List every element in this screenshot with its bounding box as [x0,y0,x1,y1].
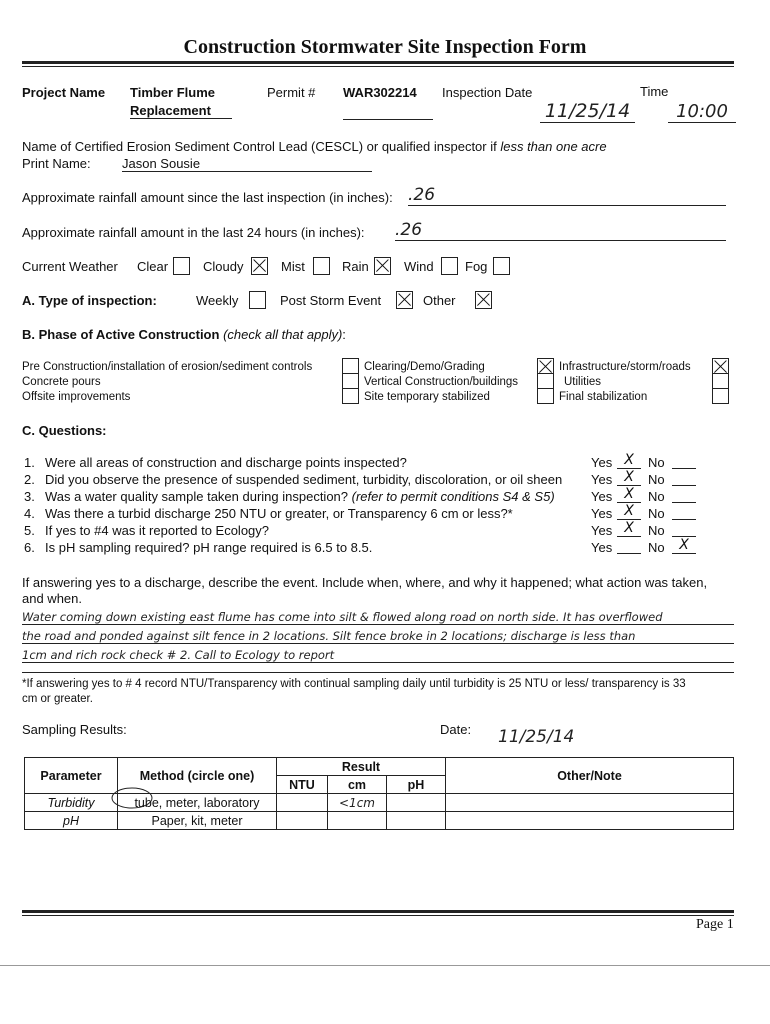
question-no-answer[interactable] [672,486,696,503]
col-other: Other/Note [446,758,734,794]
question-text: Was there a turbid discharge 250 NTU or greater, or Transparency 6 cm or less?* [45,506,513,521]
print-name-value[interactable]: Jason Sousie [122,156,372,172]
note-rule [22,672,734,673]
row-turbidity-cm[interactable]: <1cm [328,794,387,812]
question-no-label: No [648,489,665,504]
weather-cloudy-label: Cloudy [203,259,244,274]
footer-rule [22,910,734,913]
row-turbidity-ph[interactable] [387,794,446,812]
project-name-value-1: Timber Flume [130,85,216,100]
question-text: Were all areas of construction and discharge points inspected? [45,455,407,470]
permit-value: WAR302214 [343,85,417,100]
phase-utilities-checkbox[interactable] [712,373,729,389]
permit-underline [343,118,433,120]
question-text: Is pH sampling required? pH range required is 6.5 to 8.5. [45,540,373,555]
phase-utilities-label: Utilities [564,376,602,388]
question-yes-label: Yes [591,455,613,470]
question-text: Was a water quality sample taken during inspection? (refer to permit conditions S4 & S5) [45,489,555,504]
weather-fog-checkbox[interactable] [493,257,510,275]
sampling-date-label: Date: [440,722,472,737]
discharge-handwritten-2[interactable]: the road and ponded against silt fence in 2 locations. Silt fence broke in 2 locations; discharge is less than [22,629,734,644]
weather-clear-label: Clear [137,259,169,274]
phase-temp-stabilized-label: Site temporary stabilized [364,391,490,403]
weather-clear-checkbox[interactable] [173,257,190,275]
sampling-results-label: Sampling Results: [22,722,127,737]
phase-offsite-checkbox[interactable] [342,388,359,404]
rain-24h-value[interactable]: .26 [395,220,726,241]
question-yes-answer[interactable]: X [617,469,641,486]
question-number: 5. [24,523,35,538]
question-no-answer[interactable] [672,520,696,537]
other-label: Other [423,293,456,308]
row-turbidity-method[interactable]: tube, meter, laboratory [118,794,277,812]
question-number: 3. [24,489,35,504]
discharge-prompt-1: If answering yes to a discharge, describe the event. Include when, where, and why it happened; what action was taken, [22,575,708,590]
rain-since-label: Approximate rainfall amount since the last inspection (in inches): [22,190,393,205]
question-yes-label: Yes [591,489,613,504]
phase-temp-stabilized-checkbox[interactable] [537,388,554,404]
weather-mist-checkbox[interactable] [313,257,330,275]
phase-label: B. Phase of Active Construction (check all that apply): [22,327,346,342]
method-tube-circle [110,787,154,809]
weather-wind-checkbox[interactable] [441,257,458,275]
phase-concrete-label: Concrete pours [22,376,101,388]
question-no-answer[interactable] [672,452,696,469]
weather-label: Current Weather [22,259,118,274]
time-value[interactable]: 10:00 [668,101,736,123]
weather-wind-label: Wind [404,259,434,274]
question-no-answer[interactable]: X [672,537,696,554]
phase-infrastructure-checkbox[interactable] [712,358,729,374]
question-yes-answer[interactable]: X [617,452,641,469]
discharge-handwritten-1[interactable]: Water coming down existing east flume has come into silt & flowed along road on north side. It has overflowed [22,610,734,625]
question-no-label: No [648,455,665,470]
note-line-2: cm or greater. [22,693,93,705]
col-parameter: Parameter [25,758,118,794]
phase-clearing-label: Clearing/Demo/Grading [364,361,485,373]
questions-label: C. Questions: [22,423,107,438]
row-ph-other[interactable] [446,812,734,830]
phase-clearing-checkbox[interactable] [537,358,554,374]
phase-final-label: Final stabilization [559,391,648,403]
question-number: 4. [24,506,35,521]
row-ph-method[interactable]: Paper, kit, meter [118,812,277,830]
question-text: Did you observe the presence of suspended sediment, turbidity, discoloration, or oil sheen [45,472,563,487]
question-yes-label: Yes [591,523,613,538]
question-yes-label: Yes [591,540,613,555]
phase-offsite-label: Offsite improvements [22,391,131,403]
phase-vertical-label: Vertical Construction/buildings [364,376,519,388]
rain-24h-label: Approximate rainfall amount in the last 24 hours (in inches): [22,225,365,240]
time-label: Time [640,84,669,99]
weather-fog-label: Fog [465,259,488,274]
col-result: Result [277,758,446,776]
project-name-label: Project Name [22,85,106,100]
question-text: If yes to #4 was it reported to Ecology? [45,523,270,538]
question-number: 1. [24,455,35,470]
row-ph-cm[interactable] [328,812,387,830]
question-no-label: No [648,523,665,538]
question-yes-label: Yes [591,472,613,487]
post-storm-checkbox[interactable] [396,291,413,309]
footer-rule-thin [22,915,734,916]
row-ph-parameter: pH [25,812,118,830]
question-yes-answer[interactable] [617,537,641,554]
weather-cloudy-checkbox[interactable] [251,257,268,275]
weather-rain-label: Rain [342,259,369,274]
inspection-date-label: Inspection Date [442,85,533,100]
question-no-answer[interactable] [672,503,696,520]
col-method: Method (circle one) [118,758,277,794]
phase-preconstruction-label: Pre Construction/installation of erosion/sediment controls [22,361,313,373]
question-number: 2. [24,472,35,487]
phase-concrete-checkbox[interactable] [342,373,359,389]
col-ntu: NTU [277,776,328,794]
form-title: Construction Stormwater Site Inspection Form [183,36,587,58]
weather-mist-label: Mist [281,259,305,274]
title-rule [22,61,734,64]
inspection-date-value[interactable]: 11/25/14 [540,100,635,123]
other-checkbox[interactable] [475,291,492,309]
weekly-checkbox[interactable] [249,291,266,309]
question-number: 6. [24,540,35,555]
row-turbidity-ntu[interactable] [277,794,328,812]
col-cm: cm [328,776,387,794]
question-yes-answer[interactable]: X [617,486,641,503]
row-turbidity-other[interactable] [446,794,734,812]
question-no-label: No [648,540,665,555]
question-no-answer[interactable] [672,469,696,486]
table-row [25,812,734,830]
row-turbidity-parameter: Turbidity [25,794,118,812]
question-no-label: No [648,472,665,487]
row-ph-ntu[interactable] [277,812,328,830]
phase-final-checkbox[interactable] [712,388,729,404]
discharge-prompt-2: and when. [22,591,82,606]
discharge-handwritten-3[interactable]: 1cm and rich rock check # 2. Call to Ecology to report [22,648,734,663]
type-of-inspection-label: A. Type of inspection: [22,293,157,308]
rain-since-value[interactable]: .26 [408,185,726,206]
scan-edge-line [0,965,770,966]
permit-label: Permit # [267,85,316,100]
phase-preconstruction-checkbox[interactable] [342,358,359,374]
cescl-line: Name of Certified Erosion Sediment Control Lead (CESCL) or qualified inspector if less than one acre [22,139,607,154]
phase-infrastructure-label: Infrastructure/storm/roads [559,361,691,373]
print-name-label: Print Name: [22,156,91,171]
question-no-label: No [648,506,665,521]
question-yes-answer[interactable]: X [617,503,641,520]
weekly-label: Weekly [196,293,239,308]
post-storm-label: Post Storm Event [280,293,382,308]
question-yes-label: Yes [591,506,613,521]
sampling-date-value[interactable]: 11/25/14 [498,727,575,747]
weather-rain-checkbox[interactable] [374,257,391,275]
note-line-1: *If answering yes to # 4 record NTU/Transparency with continual sampling daily until turbidity is 25 NTU or less/ transparency is 33 [22,678,686,690]
title-rule-thin [22,66,734,67]
row-ph-ph[interactable] [387,812,446,830]
col-ph: pH [387,776,446,794]
phase-vertical-checkbox[interactable] [537,373,554,389]
project-name-value-2: Replacement [130,103,232,119]
question-yes-answer[interactable]: X [617,520,641,537]
page-number: Page 1 [696,917,734,932]
